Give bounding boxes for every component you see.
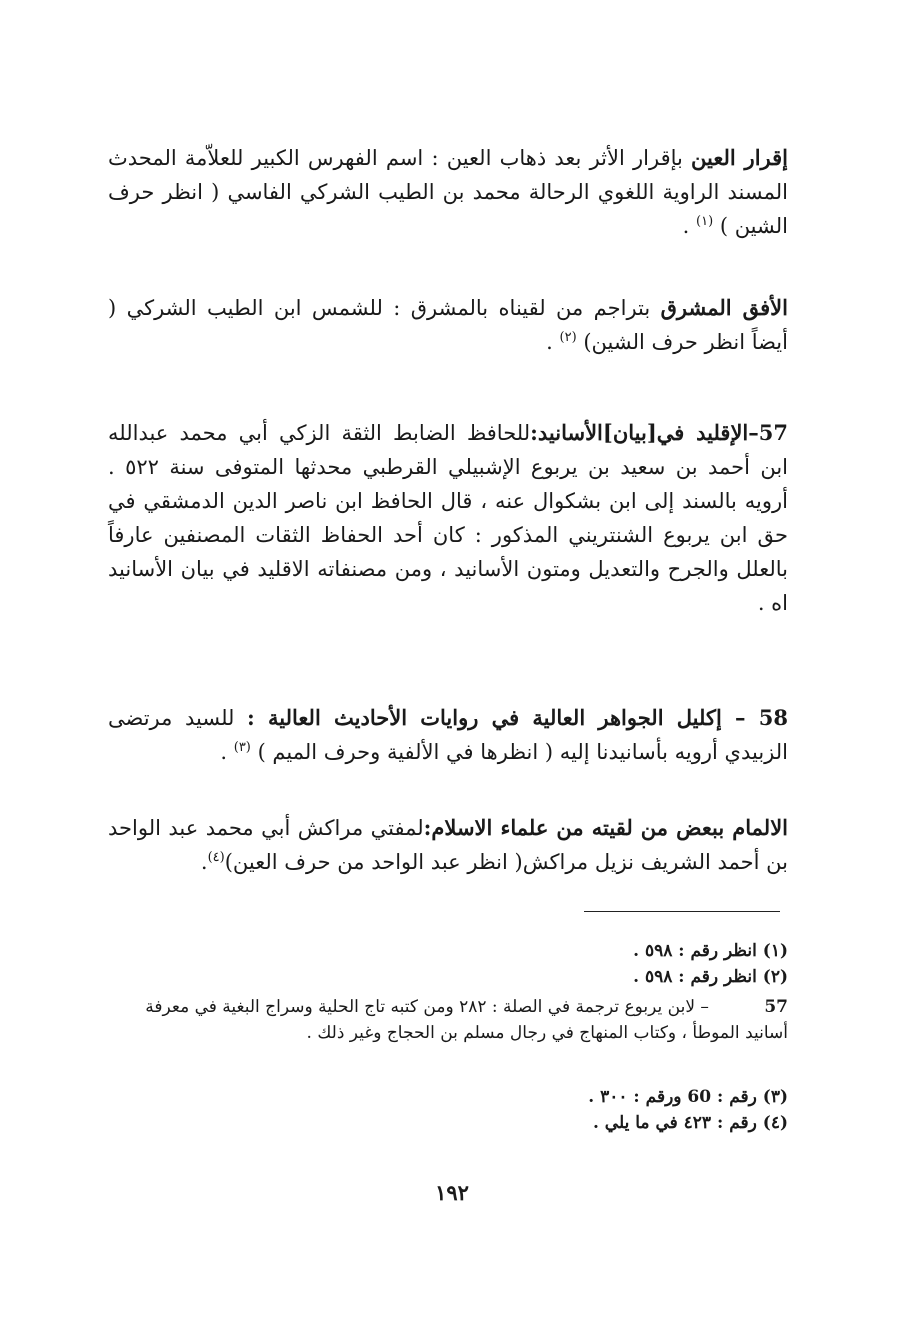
footnote-divider — [584, 911, 780, 912]
footnote-ref[interactable]: (٢) — [559, 330, 577, 345]
entry-tail: . — [682, 214, 696, 238]
footnote-2: (٢) انظر رقم : ٥٩٨ . — [633, 967, 788, 987]
page-number: ١٩٢ — [435, 1180, 469, 1205]
entry-text: للحافظ الضابط الثقة الزكي أبي محمد عبدالله ابن أحمد بن سعيد بن يربوع الإشبيلي القرطبي محدثها المتوفى سنة ٥٢٢ . أرويه بالسند إلى ابن بشكوال عنه ، قال الحافظ ابن ناصر الدين الدمشقي في حق ابن يربوع الشنتريني المذكور : كان أحد الحفاظ الثقات المصنفين عارفاً بالعلل والجرح والتعديل ومتون الأسانيد ، ومن مصنفاته الاقليد في بيان الأسانيد اه . — [108, 421, 788, 615]
entry-al-ufuq-al-mushriq — [108, 291, 788, 359]
entry-text: بإقرار الأثر بعد ذهاب العين : اسم الفهرس الكبير للعلاّمة المحدث المسند الراوية اللغوي الرحالة محمد بن الطيب الشركي الفاسي ( انظر حرف الشين ) — [108, 146, 788, 238]
entry-title: –الإقليد في[بيان]الأسانيد: — [530, 420, 759, 445]
entry-text: لمفتي مراكش أبي محمد عبد الواحد بن أحمد الشريف نزيل مراكش( انظر عبد الواحد من حرف العين) — [108, 816, 788, 874]
entry-57-al-iqlid — [108, 416, 788, 620]
entry-iqrar-al-ayn — [108, 141, 788, 243]
entry-text: بتراجم من لقيناه بالمشرق : للشمس ابن الطيب الشركي ( أيضاً انظر حرف الشين) — [108, 296, 788, 354]
footnote-3: (٣) رقم : 60 ورقم : ٣٠٠ . — [588, 1087, 788, 1107]
entry-number: 57 — [758, 420, 788, 445]
footnote-ref[interactable]: (٣) — [233, 740, 251, 755]
footnote-57-label: 57 — [764, 997, 788, 1017]
footnote-57 — [108, 994, 788, 1046]
entry-title: – إكليل الجواهر العالية في روايات الأحاديث العالية : — [247, 705, 759, 730]
entry-text: للسيد مرتضى الزبيدي أرويه بأسانيدنا إليه ( انظرها في الألفية وحرف الميم ) — [108, 706, 788, 764]
entry-title: الأفق المشرق — [660, 295, 788, 320]
entry-tail: . — [546, 330, 560, 354]
footnote-ref[interactable]: (٤) — [207, 850, 225, 865]
footnote-57-text: – لابن يربوع ترجمة في الصلة : ٢٨٢ ومن كتبه تاج الحلية وسراج البغية في معرفة أسانيد الموطأ ، وكتاب المنهاج في رجال مسلم بن الحجاج وغير ذلك . — [145, 997, 788, 1043]
entry-tail: . — [200, 850, 208, 874]
entry-58-iklil-al-jawahir — [108, 701, 788, 769]
footnote-ref[interactable]: (١) — [696, 214, 714, 229]
entry-number: 58 — [758, 705, 788, 730]
footnote-1: (١) انظر رقم : ٥٩٨ . — [633, 941, 788, 961]
entry-title: الالمام ببعض من لقيته من علماء الاسلام: — [423, 815, 788, 840]
entry-tail: . — [220, 740, 234, 764]
entry-al-ilmam — [108, 811, 788, 879]
footnote-4: (٤) رقم : ٤٢٣ في ما يلي . — [592, 1113, 788, 1133]
entry-title: إقرار العين — [691, 145, 788, 170]
